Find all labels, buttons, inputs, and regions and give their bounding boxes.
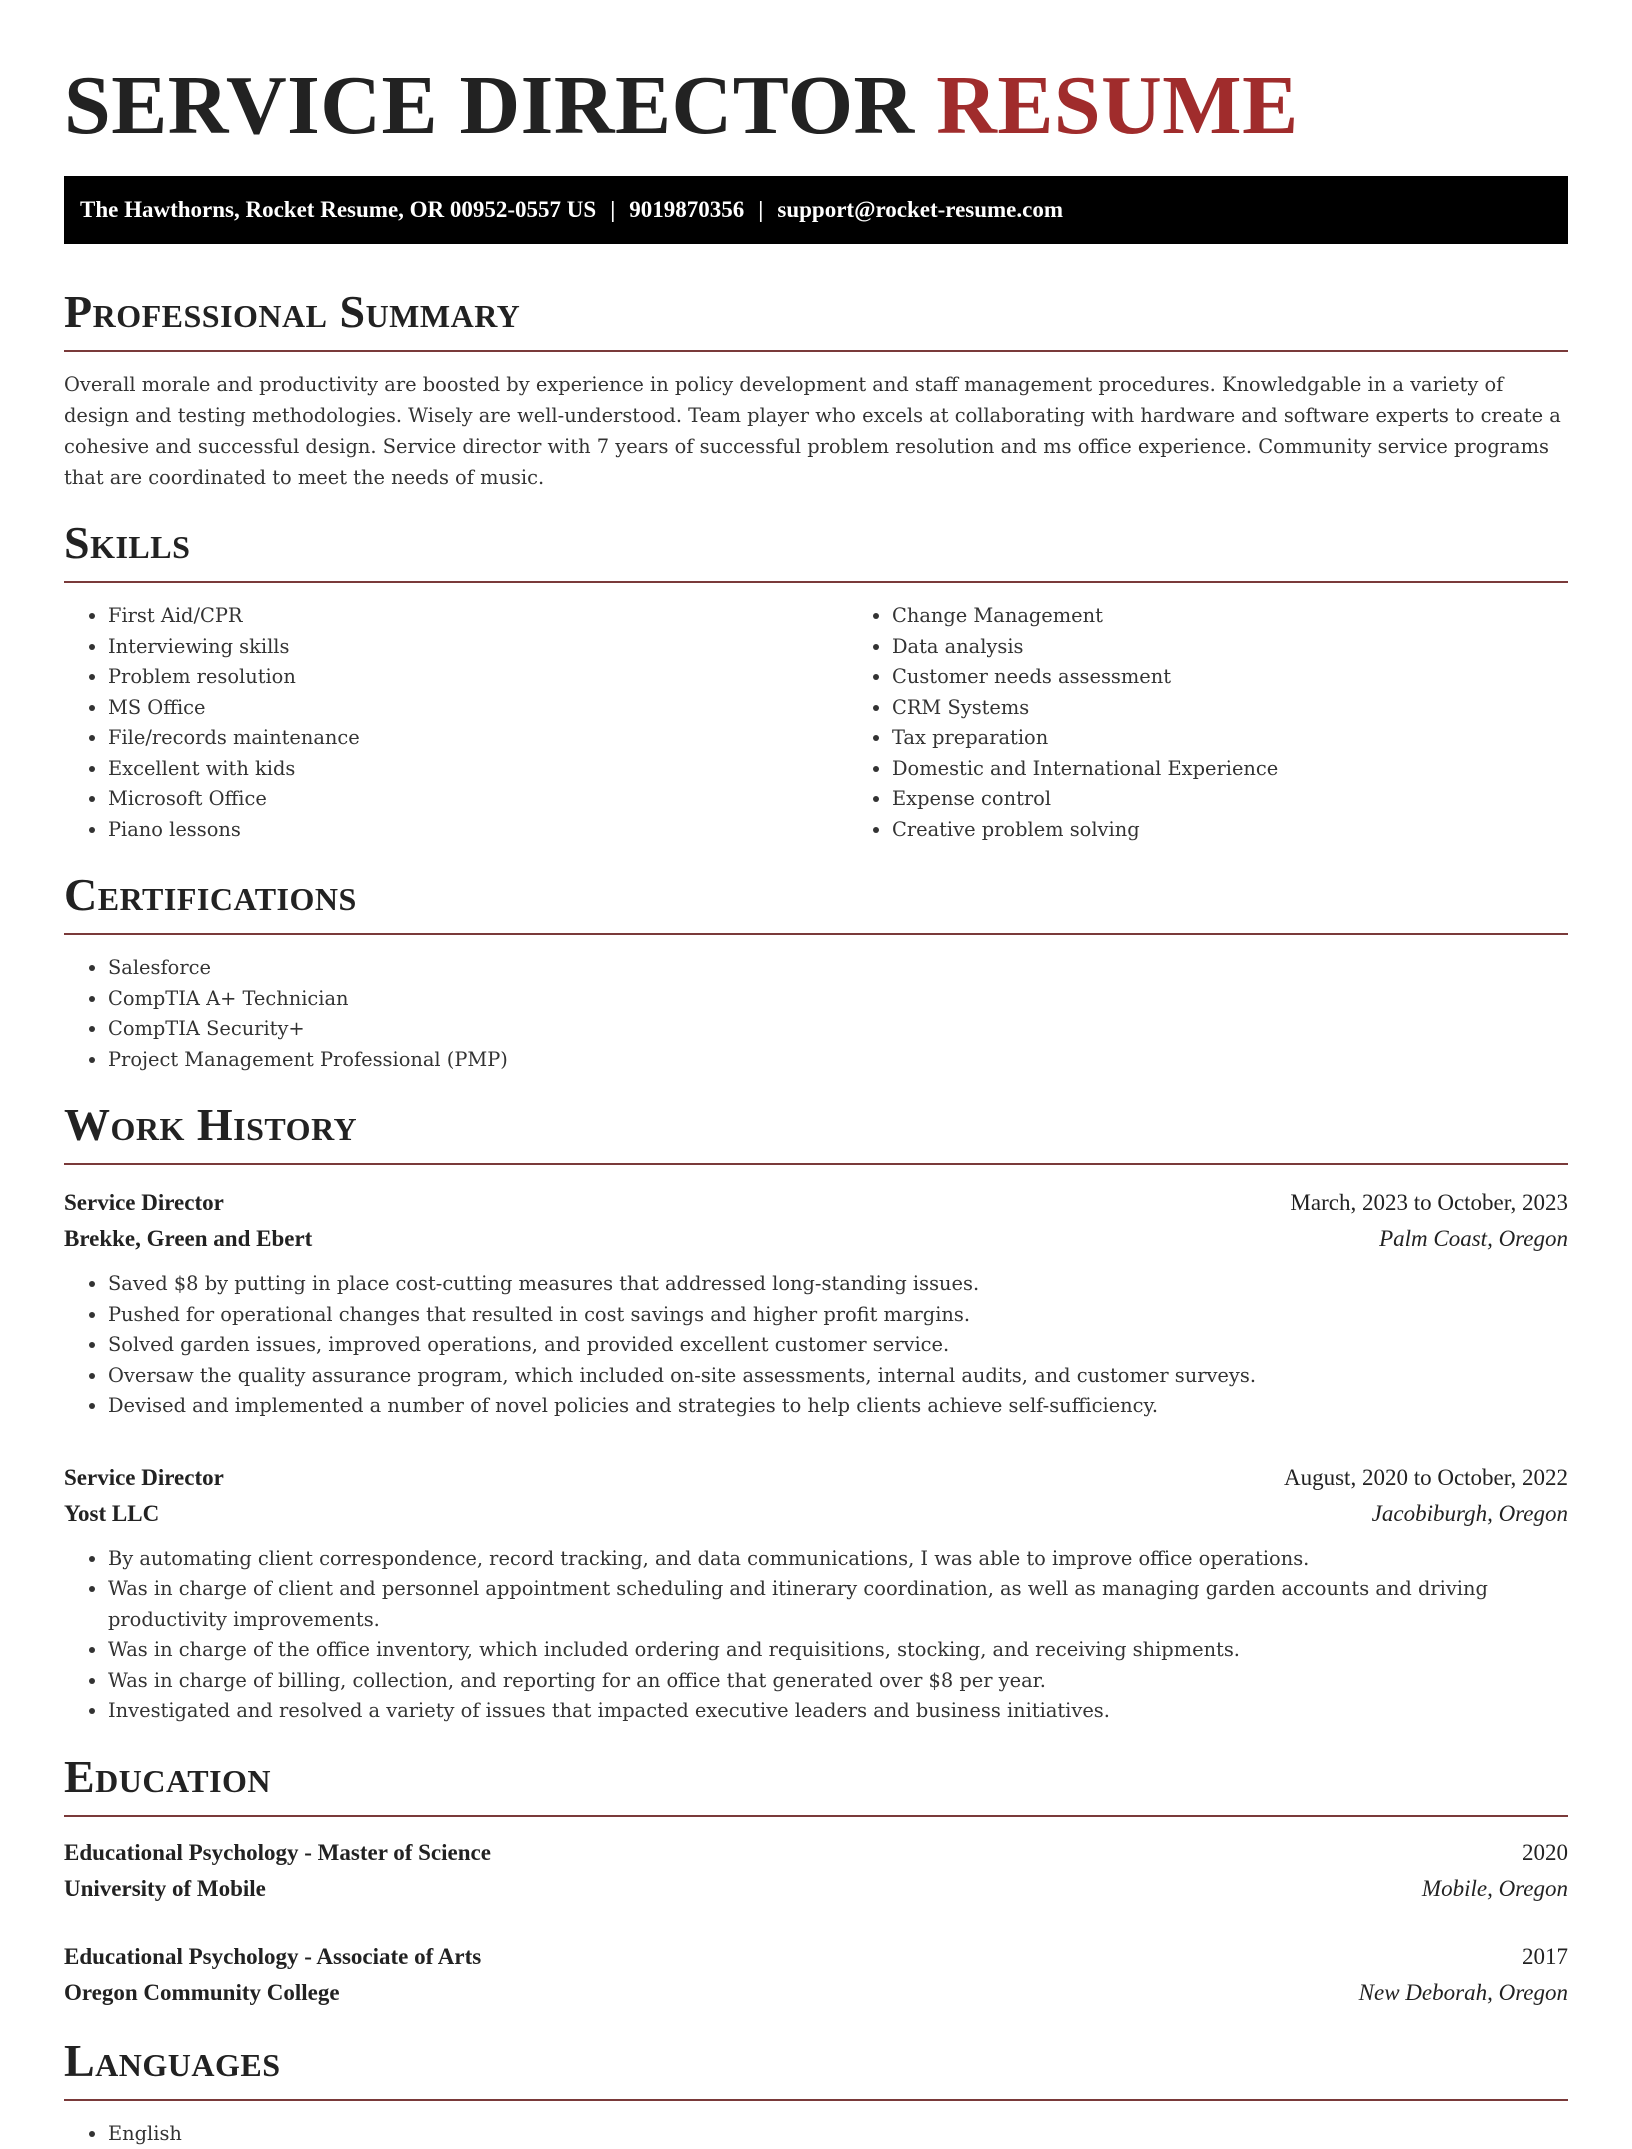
education-degree: Educational Psychology - Associate of Arts	[64, 1939, 481, 1975]
skill-item: • Microsoft Office	[108, 784, 848, 815]
education-entry	[64, 1939, 1568, 2011]
job-dates: March, 2023 to October, 2023	[1290, 1185, 1568, 1221]
title-main: SERVICE DIRECTOR	[64, 59, 915, 152]
contact-address: The Hawthorns, Rocket Resume, OR 00952-0557 US	[80, 197, 596, 223]
job-bullet: • Was in charge of the office inventory, which included ordering and requisitions, stocking, and receiving shipments.	[108, 1635, 1568, 1666]
job-bullets	[64, 1544, 1568, 1727]
skill-item: • Customer needs assessment	[892, 662, 1278, 693]
language-item: • English	[108, 2119, 1568, 2149]
job-company: Brekke, Green and Ebert	[64, 1221, 312, 1257]
job-bullet: • Was in charge of client and personnel appointment scheduling and itinerary coordination, as well as managing garden accounts and driving productivity improvements.	[108, 1574, 1568, 1635]
skill-item: • MS Office	[108, 693, 848, 724]
job-bullet: • Solved garden issues, improved operations, and provided excellent customer service.	[108, 1330, 1568, 1361]
job-company-row	[64, 1221, 1568, 1257]
resume-page	[64, 0, 1568, 2149]
section-heading-education: Education	[64, 1751, 1568, 1817]
contact-separator: |	[610, 197, 615, 223]
work-history-section	[64, 1099, 1568, 1727]
skill-item: • File/records maintenance	[108, 723, 848, 754]
education-entry	[64, 1835, 1568, 1907]
job-title: Service Director	[64, 1185, 224, 1221]
job-title: Service Director	[64, 1460, 224, 1496]
education-header-row	[64, 1939, 1568, 1975]
certification-item: • CompTIA A+ Technician	[108, 984, 1568, 1015]
skill-item: • First Aid/CPR	[108, 601, 848, 632]
languages-list	[64, 2119, 1568, 2149]
education-container	[64, 1835, 1568, 2011]
education-year: 2020	[1522, 1835, 1568, 1871]
job-company: Yost LLC	[64, 1496, 159, 1532]
skills-list-left	[64, 601, 848, 845]
certifications-list	[64, 953, 1568, 1075]
certifications-section	[64, 869, 1568, 1075]
job-entry	[64, 1185, 1568, 1422]
education-section	[64, 1751, 1568, 2011]
contact-phone: 9019870356	[629, 197, 744, 223]
job-bullet: • By automating client correspondence, record tracking, and data communications, I was able to improve office operations.	[108, 1544, 1568, 1575]
skills-grid	[64, 583, 1568, 845]
skill-item: • Creative problem solving	[892, 815, 1278, 846]
education-school: Oregon Community College	[64, 1975, 340, 2011]
skills-list-right	[848, 601, 1278, 845]
skill-item: • Tax preparation	[892, 723, 1278, 754]
job-header-row	[64, 1460, 1568, 1496]
skill-item: • Data analysis	[892, 632, 1278, 663]
job-bullets	[64, 1269, 1568, 1422]
skill-item: • CRM Systems	[892, 693, 1278, 724]
job-dates: August, 2020 to October, 2022	[1284, 1460, 1568, 1496]
skill-item: • Expense control	[892, 784, 1278, 815]
contact-separator: |	[758, 197, 763, 223]
skill-item: • Excellent with kids	[108, 754, 848, 785]
certification-item: • Project Management Professional (PMP)	[108, 1045, 1568, 1076]
education-degree: Educational Psychology - Master of Science	[64, 1835, 491, 1871]
job-entry	[64, 1460, 1568, 1727]
section-heading-work-history: Work History	[64, 1099, 1568, 1165]
summary-text: Overall morale and productivity are boosted by experience in policy development and staff management procedures. Knowledgable in a variety of design and testing methodologies. Wisely are well-understood. Team player who excels at collaborating with hardware and software experts to create a cohesive and successful design. Service director with 7 years of successful problem resolution and ms office experience. Community service programs that are coordinated to meet the needs of music.	[64, 369, 1568, 493]
section-heading-summary: Professional Summary	[64, 286, 1568, 352]
contact-email: support@rocket-resume.com	[777, 197, 1063, 223]
education-school-row	[64, 1975, 1568, 2011]
job-bullet: • Was in charge of billing, collection, and reporting for an office that generated over $8 per year.	[108, 1666, 1568, 1697]
education-location: Mobile, Oregon	[1422, 1871, 1568, 1907]
skill-item: • Domestic and International Experience	[892, 754, 1278, 785]
title-accent: RESUME	[936, 59, 1298, 152]
certification-item: • Salesforce	[108, 953, 1568, 984]
job-location: Jacobiburgh, Oregon	[1372, 1496, 1568, 1532]
education-header-row	[64, 1835, 1568, 1871]
section-heading-languages: Languages	[64, 2035, 1568, 2101]
job-bullet: • Oversaw the quality assurance program, which included on-site assessments, internal audits, and customer surveys.	[108, 1361, 1568, 1392]
section-heading-skills: Skills	[64, 517, 1568, 583]
job-location: Palm Coast, Oregon	[1379, 1221, 1568, 1257]
skills-section	[64, 517, 1568, 845]
certification-item: • CompTIA Security+	[108, 1014, 1568, 1045]
summary-section	[64, 286, 1568, 493]
skill-item: • Piano lessons	[108, 815, 848, 846]
education-location: New Deborah, Oregon	[1359, 1975, 1568, 2011]
jobs-container	[64, 1185, 1568, 1727]
job-bullet: • Pushed for operational changes that resulted in cost savings and higher profit margins.	[108, 1300, 1568, 1331]
education-school: University of Mobile	[64, 1871, 266, 1907]
job-company-row	[64, 1496, 1568, 1532]
languages-section	[64, 2035, 1568, 2149]
education-school-row	[64, 1871, 1568, 1907]
job-bullet: • Saved $8 by putting in place cost-cutting measures that addressed long-standing issues.	[108, 1269, 1568, 1300]
education-year: 2017	[1522, 1939, 1568, 1975]
skill-item: • Change Management	[892, 601, 1278, 632]
skill-item: • Interviewing skills	[108, 632, 848, 663]
resume-title	[64, 52, 1568, 160]
skill-item: • Problem resolution	[108, 662, 848, 693]
job-header-row	[64, 1185, 1568, 1221]
contact-bar	[64, 176, 1568, 244]
job-bullet: • Investigated and resolved a variety of issues that impacted executive leaders and business initiatives.	[108, 1696, 1568, 1727]
job-bullet: • Devised and implemented a number of novel policies and strategies to help clients achieve self-sufficiency.	[108, 1391, 1568, 1422]
section-heading-certifications: Certifications	[64, 869, 1568, 935]
